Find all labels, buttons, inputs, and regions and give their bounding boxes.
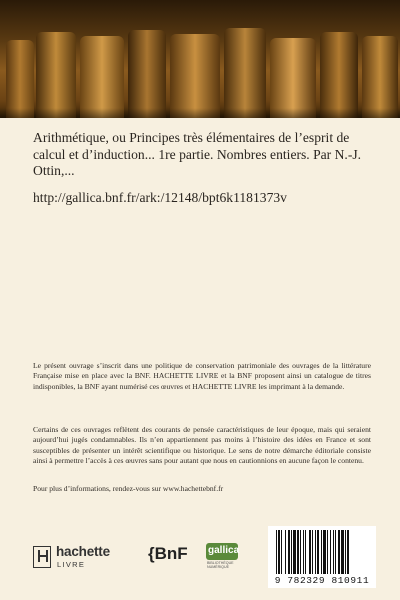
notice-paragraph-disclaimer: Certains de ces ouvrages reflètent des courants de pensée caractéristiques de leur époque, mais qui seraient aujourd’hui jugés condamnables. Ils n’en appartiennent pas moins à l’histoire des idées en France et sont susceptibles de présenter un intérêt scientifique ou historique. Le sens de notre démarche éditoriale consiste ainsi à permettre l’accès à ces œuvres sans pour autant que nous en cautionnions en aucune façon le contenu. <box>33 425 371 465</box>
book-spine <box>224 28 266 118</box>
book-spine <box>36 32 76 118</box>
barcode-bar <box>297 530 299 574</box>
barcode-bar <box>281 530 282 574</box>
barcode-bar <box>321 530 322 574</box>
gallica-logo-subtext: BIBLIOTHÈQUE NUMÉRIQUE <box>207 561 234 570</box>
book-spine <box>170 34 220 118</box>
gallica-link[interactable]: http://gallica.bnf.fr/ark:/12148/bpt6k1181373v <box>33 190 287 205</box>
barcode-bar <box>335 530 336 574</box>
isbn-number: 9 782329 810911 <box>274 575 370 586</box>
barcode-bar <box>341 530 344 574</box>
gallica-logo-text: gallica <box>208 545 240 556</box>
book-spine <box>362 36 398 118</box>
barcode-bar <box>345 530 346 574</box>
barcode-bar <box>338 530 340 574</box>
barcode-bar <box>347 530 349 574</box>
bnf-logo: {BnF <box>148 544 188 563</box>
barcode-bar <box>317 530 319 574</box>
barcode-bar <box>291 530 292 574</box>
gallica-logo <box>206 543 238 571</box>
barcode-bar <box>303 530 304 574</box>
book-spine <box>6 40 34 118</box>
barcode-bar <box>278 530 280 574</box>
barcode-bars-icon <box>276 530 368 574</box>
hachette-logo-text: hachette <box>56 544 110 559</box>
barcode-bar <box>300 530 301 574</box>
notice-paragraph-website: Pour plus d’informations, rendez-vous sur www.hachettebnf.fr <box>33 484 224 493</box>
barcode-bar <box>276 530 277 574</box>
shelf-shadow <box>0 108 400 118</box>
barcode-bar <box>293 530 296 574</box>
barcode-bar <box>309 530 311 574</box>
barcode-bar <box>333 530 334 574</box>
hachette-livre-logo <box>33 545 133 571</box>
barcode-bar <box>330 530 331 574</box>
isbn-barcode <box>268 526 376 588</box>
barcode-bar <box>305 530 306 574</box>
barcode-bar <box>315 530 316 574</box>
book-spine <box>270 38 316 118</box>
book-spine <box>80 36 124 118</box>
notice-paragraph-conservation: Le présent ouvrage s’inscrit dans une politique de conservation patrimoniale des ouvrages de la littérature Française mise en place avec la BNF. HACHETTE LIVRE et la BNF proposent ainsi un catalogue de titres indisponibles, la BNF ayant numérisé ces œuvres et HACHETTE LIVRE les imprimant à la demande. <box>33 361 371 391</box>
book-title: Arithmétique, ou Principes très élémentaires de l’esprit de calcul et d’induction... 1re partie. Nombres entiers. Par N.-J. Ottin,... <box>33 130 362 179</box>
barcode-bar <box>327 530 328 574</box>
book-spine <box>320 32 358 118</box>
book-spine <box>128 30 166 118</box>
bookshelf-photo-band <box>0 0 400 118</box>
hachette-h-icon <box>33 546 51 568</box>
barcode-bar <box>288 530 290 574</box>
barcode-bar <box>285 530 286 574</box>
hachette-logo-subtext: LIVRE <box>57 560 86 569</box>
barcode-bar <box>323 530 326 574</box>
barcode-bar <box>312 530 313 574</box>
